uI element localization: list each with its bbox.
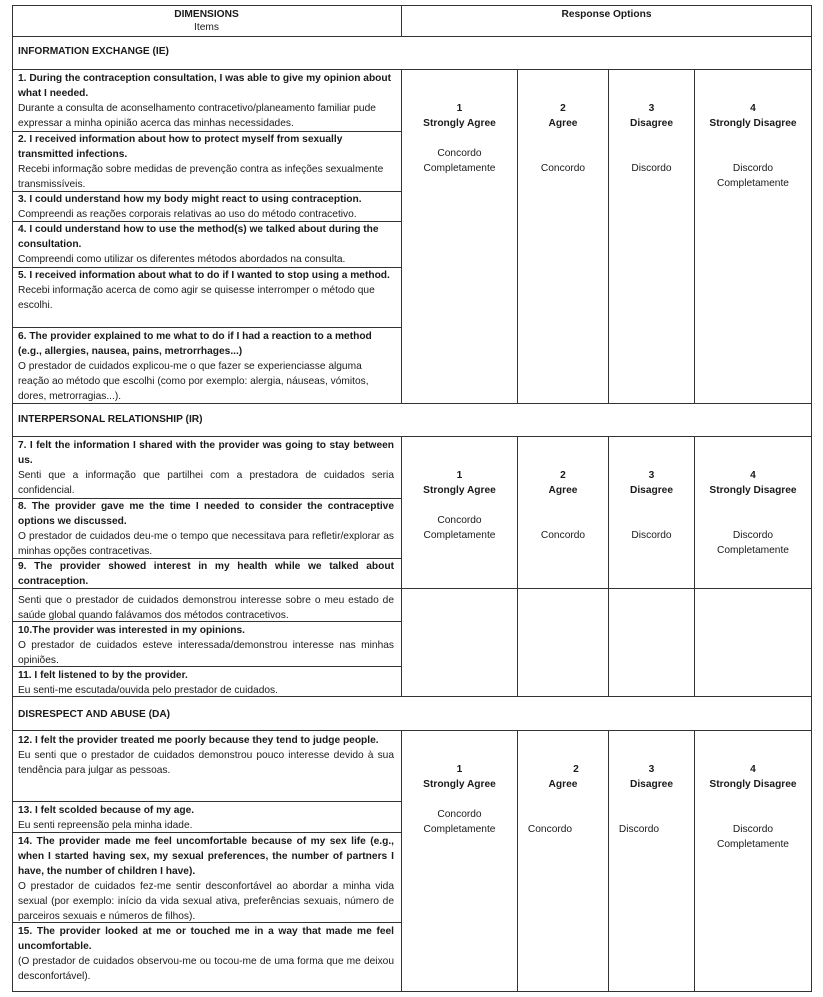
option-strongly-agree: 1 Strongly Agree Concordo Completamente (423, 103, 496, 174)
item-question: 3. I could understand how my body might react to using contraception. (18, 194, 362, 205)
item-translation: (O prestador de cuidados observou-me ou tocou-me de uma forma que me deixou desconfortável). (18, 956, 394, 982)
list-item (18, 834, 394, 924)
item-translation: Eu senti-me escutada/ouvida pelo prestador de cuidados. (18, 685, 278, 696)
item-question: 8. The provider gave me the time I needed to consider the contraceptive options we discussed. (18, 501, 394, 527)
option-agree: 2 (573, 764, 579, 775)
section-title: INFORMATION EXCHANGE (IE) (18, 46, 169, 57)
item-translation: Compreendi as reações corporais relativas ao uso do método contracetivo. (18, 209, 357, 220)
list-item (18, 668, 394, 698)
list-item (18, 803, 394, 833)
list-item (18, 268, 394, 313)
list-item (18, 192, 394, 222)
option-disagree: 3 Disagree Discordo (629, 103, 674, 174)
item-translation: O prestador de cuidados esteve interessada/demonstrou interesse nas minhas opiniões. (18, 640, 394, 666)
item-translation: O prestador de cuidados fez-me sentir desconfortável ao abordar a minha vida sexual (por exemplo: início da vida sexual ativa, preferências sexuais, número de parceiros sexuais e números de filhos). (18, 881, 394, 922)
option-agree-translation: Concordo (527, 824, 573, 835)
item-translation: Durante a consulta de aconselhamento contracetivo/planeamento familiar pude expressar a minha opinião acerca das minhas necessidades. (18, 103, 376, 129)
list-item (18, 733, 394, 778)
item-translation: Eu senti repreensão pela minha idade. (18, 820, 193, 831)
section-title: INTERPERSONAL RELATIONSHIP (IR) (18, 414, 203, 425)
option-disagree-translation: Discordo (618, 824, 660, 835)
header-dimensions: DIMENSIONS (174, 9, 239, 20)
item-translation: Compreendi como utilizar os diferentes métodos abordados na consulta. (18, 254, 346, 265)
item-translation: Senti que a informação que partilhei com a prestadora de cuidados seria confidencial. (18, 470, 394, 496)
item-question: 13. I felt scolded because of my age. (18, 805, 195, 816)
option-strongly-disagree: 4 Strongly Disagree Discordo Completamente (709, 103, 797, 189)
option-agree: 2 Agree Concordo (540, 103, 586, 174)
list-item (18, 438, 394, 498)
header-response-options: Response Options (561, 9, 652, 20)
option-disagree: 3 Disagree (629, 764, 674, 790)
option-strongly-agree: 1 Strongly Agree Concordo Completamente (423, 470, 496, 541)
item-question: 10.The provider was interested in my opinions. (18, 625, 246, 636)
item-question: 5. I received information about what to do if I wanted to stop using a method. (18, 270, 390, 281)
option-strongly-disagree: 4 Strongly Disagree Discordo Completamente (709, 470, 797, 556)
item-translation: Recebi informação sobre medidas de prevenção contra as infeções sexualmente transmissíveis. (18, 164, 384, 190)
item-question: 9. The provider showed interest in my health while we talked about contraception. (18, 561, 394, 587)
list-item (18, 499, 394, 559)
item-question: 12. I felt the provider treated me poorly because they tend to judge people. (18, 735, 379, 746)
item-question: 15. The provider looked at me or touched me in a way that made me feel uncomfortable. (18, 926, 394, 952)
item-question: 7. I felt the information I shared with the provider was going to stay between us. (18, 440, 394, 466)
option-strongly-agree: 1 Strongly Agree Concordo Completamente (423, 764, 496, 835)
header-items: Items (194, 22, 219, 33)
list-item (18, 132, 394, 192)
item-translation: O prestador de cuidados explicou-me o que fazer se experienciasse alguma reação ao método que escolhi (como por exemplo: alergia, náuseas, vómitos, dores, metrorragias...). (18, 361, 369, 402)
list-item (18, 222, 394, 267)
item-question: 2. I received information about how to protect myself from sexually transmitted infections. (18, 134, 343, 160)
section-title: DISRESPECT AND ABUSE (DA) (18, 709, 171, 720)
item-question: 6. The provider explained to me what to do if I had a reaction to a method (e.g., allergies, nausea, pains, metrorrhages...) (18, 331, 372, 357)
option-disagree: 3 Disagree Discordo (629, 470, 674, 541)
list-item (18, 329, 394, 404)
item-translation: Recebi informação acerca de como agir se quisesse interromper o método que escolhi. (18, 285, 375, 311)
option-strongly-disagree: 4 Strongly Disagree Discordo Completamente (709, 764, 797, 850)
list-item (18, 559, 394, 623)
item-question: 4. I could understand how to use the method(s) we talked about during the consultation. (18, 224, 379, 250)
item-translation: O prestador de cuidados deu-me o tempo que necessitava para refletir/explorar as minhas opções contracetivas. (18, 531, 394, 557)
option-agree-label: Agree (548, 779, 578, 790)
item-translation: Eu senti que o prestador de cuidados demonstrou pouco interesse devido à sua tendência para julgar as pessoas. (18, 750, 394, 776)
list-item (18, 71, 394, 131)
list-item (18, 924, 394, 984)
option-agree: 2 Agree Concordo (540, 470, 586, 541)
item-question: 11. I felt listened to by the provider. (18, 670, 188, 681)
list-item (18, 623, 394, 668)
item-translation: Senti que o prestador de cuidados demonstrou interesse sobre o meu estado de saúde global quando falávamos dos métodos contracetivos. (18, 595, 394, 621)
item-question: 14. The provider made me feel uncomfortable because of my sex life (e.g., when I started having sex, my sexual preferences, the number of partners I have, the number of children I have). (18, 836, 394, 877)
item-question: 1. During the contraception consultation, I was able to give my opinion about what I needed. (18, 73, 392, 99)
